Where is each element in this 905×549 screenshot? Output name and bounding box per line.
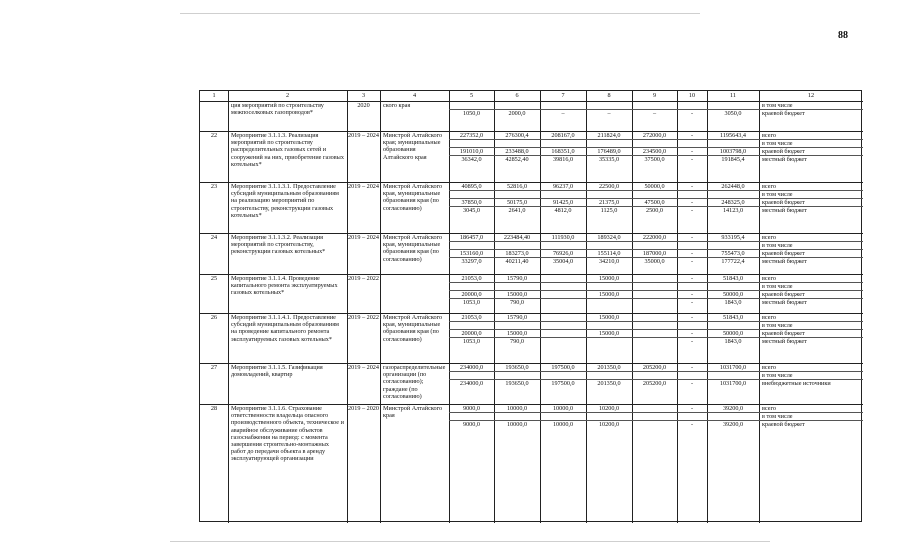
value-cell: 177722,4 — [721, 258, 745, 265]
value-cell: 39816,0 — [552, 156, 574, 163]
value-cell — [632, 314, 677, 321]
measure-name: Мероприятие 3.1.1.3. Реализация мероприятий по строительству распределительных газовых сетей и сооружений на них, приобретение газовых котельных* — [231, 132, 344, 168]
value-cell: 14123,0 — [722, 207, 744, 214]
value-cell — [586, 338, 632, 345]
value-cell: 2500,0 — [645, 207, 663, 214]
value-cell: – — [607, 110, 611, 117]
value-cell — [449, 102, 494, 109]
value-cell — [449, 413, 494, 420]
value-cell: 96237,0 — [552, 183, 574, 190]
value-cell — [632, 322, 677, 329]
value-cell: 21053,0 — [461, 314, 482, 321]
value-cell: 933195,4 — [721, 234, 745, 241]
value-cell — [632, 102, 677, 109]
value-cell — [449, 242, 494, 249]
value-cell: - — [690, 156, 694, 163]
value-cell: 22500,0 — [598, 183, 620, 190]
measure-name: Мероприятие 3.1.1.5. Газификация домовладений, квартир — [231, 364, 323, 379]
value-cell — [632, 283, 677, 290]
value-cell: - — [690, 207, 694, 214]
value-cell: 35000,0 — [644, 258, 665, 265]
period: 2019 – 2020 — [348, 405, 379, 412]
value-cell: 10200,0 — [598, 405, 620, 412]
value-cell — [586, 242, 632, 249]
value-cell: 223484,40 — [503, 234, 531, 241]
value-cell — [449, 283, 494, 290]
value-cell: 227352,0 — [459, 132, 484, 139]
header-cell: 7 — [561, 92, 565, 99]
header-cell: 2 — [285, 92, 290, 99]
value-cell: 211824,0 — [597, 132, 621, 139]
value-cell: - — [690, 250, 694, 257]
value-cell: - — [690, 258, 694, 265]
value-cell — [449, 140, 494, 147]
executor: Минстрой Алтайского края — [383, 405, 443, 420]
value-cell: 1053,0 — [462, 338, 480, 345]
value-cell: 193650,0 — [505, 380, 529, 387]
header-cell: 12 — [807, 92, 815, 99]
period: 2019 – 2024 — [348, 132, 379, 139]
value-cell: 1031700,0 — [719, 380, 747, 387]
funding-source: в том числе — [762, 413, 793, 420]
funding-source: в том числе — [762, 191, 793, 198]
value-cell — [677, 102, 707, 109]
header-cell: 3 — [361, 92, 366, 99]
header-cell: 10 — [688, 92, 696, 99]
value-cell: 1843,0 — [724, 299, 742, 306]
value-cell — [677, 283, 707, 290]
funding-source: краевой бюджет — [762, 110, 805, 117]
value-cell — [707, 242, 759, 249]
row-number: 24 — [210, 234, 218, 241]
funding-source: в том числе — [762, 140, 793, 147]
value-cell: 191010,0 — [459, 148, 484, 155]
value-cell — [494, 413, 540, 420]
value-cell — [540, 291, 586, 298]
value-cell: 790,0 — [510, 299, 524, 306]
funding-source: в том числе — [762, 283, 793, 290]
value-cell: 9000,0 — [462, 421, 480, 428]
value-cell — [677, 322, 707, 329]
value-cell: - — [690, 291, 694, 298]
value-cell — [494, 283, 540, 290]
value-cell: 201350,0 — [597, 364, 621, 371]
funding-source: краевой бюджет — [762, 330, 805, 337]
value-cell: 10000,0 — [552, 421, 574, 428]
row-number — [200, 102, 228, 110]
value-cell — [540, 322, 586, 329]
value-cell: 1125,0 — [600, 207, 618, 214]
header-cell: 1 — [212, 92, 216, 99]
value-cell: 50000,0 — [722, 330, 744, 337]
value-cell: 208167,0 — [551, 132, 575, 139]
funding-source: в том числе — [762, 102, 793, 109]
value-cell: – — [652, 110, 657, 117]
value-cell: 111930,0 — [551, 234, 575, 241]
value-cell — [540, 242, 586, 249]
value-cell — [632, 275, 677, 282]
value-cell: 15790,0 — [506, 275, 528, 282]
value-cell: 37500,0 — [644, 156, 665, 163]
value-cell: 10000,0 — [552, 405, 574, 412]
value-cell: 1031700,0 — [719, 364, 747, 371]
value-cell — [677, 242, 707, 249]
value-cell — [707, 413, 759, 420]
value-cell: 187000,0 — [642, 250, 667, 257]
row-number: 25 — [210, 275, 218, 282]
value-cell: 10000,0 — [506, 405, 528, 412]
header-cell: 11 — [730, 92, 736, 99]
funding-source: в том числе — [762, 242, 793, 249]
value-cell — [449, 322, 494, 329]
value-cell: - — [690, 380, 694, 387]
funding-source: всего — [762, 275, 776, 282]
value-cell — [586, 299, 632, 306]
value-cell: 4812,0 — [554, 207, 572, 214]
funding-source: всего — [762, 183, 776, 190]
value-cell: - — [690, 338, 694, 345]
value-cell — [677, 140, 707, 147]
value-cell — [494, 140, 540, 147]
value-cell — [632, 191, 677, 198]
value-cell: 276300,4 — [505, 132, 529, 139]
value-cell — [707, 191, 759, 198]
value-cell — [449, 191, 494, 198]
value-cell: 155114,0 — [597, 250, 621, 257]
value-cell: 153160,0 — [459, 250, 484, 257]
value-cell — [540, 372, 586, 379]
value-cell: 33297,0 — [461, 258, 482, 265]
measure-name: Мероприятие 3.1.1.4.1. Предоставление субсидий муниципальным образованиям на проведение капитального ремонта эксплуатируемых газовых котельных* — [231, 314, 339, 343]
funding-source: внебюджетные источники — [762, 380, 831, 387]
value-cell: 197500,0 — [551, 380, 575, 387]
page-number: 88 — [838, 30, 848, 41]
executor: Минстрой Алтайского края; муниципальные образования Алтайского края — [383, 132, 443, 161]
value-cell: 2641,0 — [508, 207, 526, 214]
value-cell: 40211,40 — [505, 258, 529, 265]
value-cell — [540, 338, 586, 345]
value-cell: - — [690, 148, 694, 155]
value-cell — [677, 191, 707, 198]
value-cell: 15000,0 — [598, 275, 620, 282]
funding-source: краевой бюджет — [762, 250, 805, 257]
value-cell — [586, 372, 632, 379]
funding-source: в том числе — [762, 322, 793, 329]
value-cell: 47500,0 — [644, 199, 665, 206]
value-cell: 20000,0 — [461, 291, 482, 298]
value-cell: 183273,0 — [505, 250, 529, 257]
value-cell — [540, 283, 586, 290]
period: 2019 – 2024 — [348, 234, 379, 241]
value-cell: - — [690, 405, 694, 412]
value-cell — [586, 102, 632, 109]
value-cell: - — [690, 330, 694, 337]
value-cell — [586, 413, 632, 420]
funding-source: местный бюджет — [762, 156, 807, 163]
value-cell — [632, 242, 677, 249]
value-cell: 755473,0 — [721, 250, 745, 257]
row-number: 22 — [210, 132, 218, 139]
value-cell — [632, 405, 677, 412]
value-cell — [632, 140, 677, 147]
executor: Минстрой Алтайского края, муниципальные образования края (по согласованию) — [383, 234, 443, 263]
value-cell: 15790,0 — [506, 314, 528, 321]
measure-name: ция мероприятий по строительству межпоселковых газопроводов* — [231, 102, 324, 117]
value-cell: 51843,0 — [722, 314, 744, 321]
value-cell — [586, 283, 632, 290]
value-cell: 168351,0 — [551, 148, 575, 155]
header-cell: 4 — [412, 92, 417, 99]
executor — [383, 275, 447, 312]
value-cell: - — [690, 234, 694, 241]
row-number: 28 — [210, 405, 218, 412]
funding-source: краевой бюджет — [762, 291, 805, 298]
value-cell — [540, 314, 586, 321]
header-cell: 8 — [607, 92, 611, 99]
value-cell — [632, 291, 677, 298]
value-cell — [677, 413, 707, 420]
value-cell: 248325,0 — [721, 199, 745, 206]
value-cell: 193650,0 — [505, 364, 529, 371]
funding-source: всего — [762, 234, 776, 241]
value-cell — [540, 102, 586, 109]
value-cell: 2000,0 — [508, 110, 526, 117]
value-cell: 186457,0 — [459, 234, 484, 241]
value-cell: - — [690, 132, 694, 139]
executor: Минстрой Алтайского края, муниципальные образования края (по согласованию) — [383, 314, 443, 343]
value-cell: - — [690, 183, 694, 190]
value-cell: 234500,0 — [642, 148, 667, 155]
row-number: 27 — [210, 364, 218, 371]
value-cell: 20000,0 — [461, 330, 482, 337]
value-cell: 50000,0 — [644, 183, 665, 190]
value-cell: 91425,0 — [552, 199, 574, 206]
value-cell — [494, 242, 540, 249]
value-cell: 42852,40 — [505, 156, 529, 163]
header-cell: 5 — [469, 92, 474, 99]
scan-artifact-top — [180, 13, 700, 14]
value-cell — [632, 372, 677, 379]
measure-name: Мероприятие 3.1.1.3.2. Реализация мероприятий по строительству, реконструкции газовых котельных* — [231, 234, 326, 256]
funding-source: местный бюджет — [762, 338, 807, 345]
funding-source: краевой бюджет — [762, 199, 805, 206]
value-cell: 234000,0 — [459, 380, 484, 387]
value-cell: 51843,0 — [722, 275, 744, 282]
value-cell — [677, 372, 707, 379]
funding-source: местный бюджет — [762, 258, 807, 265]
value-cell: - — [690, 314, 694, 321]
value-cell: 39200,0 — [722, 405, 744, 412]
value-cell — [540, 330, 586, 337]
value-cell — [586, 322, 632, 329]
value-cell: 15000,0 — [598, 314, 620, 321]
executor: газораспределительные организации (по согласованию); граждане (по согласованию) — [383, 364, 446, 400]
funding-source: всего — [762, 405, 776, 412]
period: 2019 – 2022 — [348, 275, 379, 282]
value-cell: 40895,0 — [461, 183, 482, 190]
value-cell: 50000,0 — [722, 291, 744, 298]
value-cell — [494, 372, 540, 379]
column-divider — [380, 91, 381, 523]
value-cell: 50175,0 — [506, 199, 528, 206]
value-cell — [494, 102, 540, 109]
value-cell: 10000,0 — [506, 421, 528, 428]
row-number: 26 — [210, 314, 218, 321]
value-cell — [540, 275, 586, 282]
value-cell — [540, 413, 586, 420]
value-cell: 262448,0 — [721, 183, 745, 190]
value-cell: 1053,0 — [462, 299, 480, 306]
value-cell: 35335,0 — [598, 156, 620, 163]
value-cell: 15000,0 — [506, 291, 528, 298]
period: 2019 – 2024 — [348, 183, 379, 190]
funding-source: местный бюджет — [762, 207, 807, 214]
executor: ского края — [383, 102, 411, 109]
value-cell: 21375,0 — [598, 199, 620, 206]
scan-artifact-bottom — [170, 541, 770, 542]
value-cell — [707, 322, 759, 329]
value-cell: 9000,0 — [462, 405, 480, 412]
funding-source: краевой бюджет — [762, 148, 805, 155]
value-cell — [632, 338, 677, 345]
value-cell: 272000,0 — [642, 132, 667, 139]
funding-source: всего — [762, 314, 776, 321]
value-cell: 15000,0 — [506, 330, 528, 337]
value-cell — [586, 191, 632, 198]
value-cell: - — [690, 364, 694, 371]
funding-source: всего — [762, 132, 776, 139]
value-cell: 36342,0 — [461, 156, 482, 163]
value-cell — [586, 140, 632, 147]
value-cell — [449, 372, 494, 379]
value-cell: 35004,0 — [552, 258, 574, 265]
value-cell: 10200,0 — [598, 421, 620, 428]
header-cell: 9 — [652, 92, 657, 99]
value-cell: 15000,0 — [598, 291, 620, 298]
value-cell: 15000,0 — [598, 330, 620, 337]
value-cell — [707, 372, 759, 379]
value-cell: 21053,0 — [461, 275, 482, 282]
period: 2019 – 2024 — [348, 364, 379, 371]
value-cell: 205200,0 — [642, 364, 667, 371]
value-cell — [494, 191, 540, 198]
value-cell — [540, 299, 586, 306]
value-cell: - — [690, 421, 694, 428]
value-cell: 39200,0 — [722, 421, 744, 428]
value-cell: - — [690, 275, 694, 282]
column-divider — [228, 91, 229, 523]
value-cell — [707, 283, 759, 290]
value-cell: 1050,0 — [462, 110, 480, 117]
funding-source: местный бюджет — [762, 299, 807, 306]
funding-source: в том числе — [762, 372, 793, 379]
period: 2020 — [357, 102, 370, 109]
value-cell: - — [690, 199, 694, 206]
period: 2019 – 2022 — [348, 314, 379, 321]
value-cell: 176489,0 — [597, 148, 621, 155]
value-cell — [540, 191, 586, 198]
measure-name: Мероприятие 3.1.1.6. Страхование ответственности владельца опасного производственного объекта, техническое и аварийное обслуживание объектов газоснабжения на период: с момента завершения строительно-монтажных работ до передачи объекта в аренду эксплуатирующей организации — [231, 405, 344, 463]
value-cell — [632, 421, 677, 428]
measure-name: Мероприятие 3.1.1.4. Проведение капитального ремонта эксплуатируемых газовых котельных* — [231, 275, 338, 297]
value-cell: 3050,0 — [724, 110, 742, 117]
value-cell — [632, 330, 677, 337]
value-cell: 201350,0 — [597, 380, 621, 387]
value-cell — [632, 413, 677, 420]
value-cell: 3045,0 — [462, 207, 480, 214]
value-cell: - — [690, 110, 694, 117]
value-cell — [632, 299, 677, 306]
value-cell: 52816,0 — [506, 183, 528, 190]
value-cell: 191845,4 — [721, 156, 745, 163]
executor: Минстрой Алтайского края, муниципальные образования края (по согласованию) — [383, 183, 443, 212]
budget-table — [199, 90, 862, 522]
value-cell: 790,0 — [510, 338, 524, 345]
value-cell: 234000,0 — [459, 364, 484, 371]
value-cell: 233488,0 — [505, 148, 529, 155]
value-cell: 1843,0 — [724, 338, 742, 345]
header-cell: 6 — [515, 92, 519, 99]
value-cell: 222000,0 — [642, 234, 667, 241]
value-cell: - — [690, 299, 694, 306]
value-cell: 37850,0 — [461, 199, 482, 206]
value-cell — [707, 102, 759, 109]
value-cell: 34210,0 — [598, 258, 620, 265]
value-cell — [707, 140, 759, 147]
value-cell: – — [561, 110, 565, 117]
measure-name: Мероприятие 3.1.1.3.1. Предоставление субсидий муниципальным образованиям на реализацию мероприятий по строительству, реконструкции газовых котельных* — [231, 183, 339, 219]
value-cell: 189324,0 — [597, 234, 621, 241]
value-cell: 76926,0 — [552, 250, 574, 257]
value-cell — [494, 322, 540, 329]
value-cell: 197500,0 — [551, 364, 575, 371]
value-cell: 1003798,0 — [719, 148, 747, 155]
value-cell — [540, 140, 586, 147]
funding-source: всего — [762, 364, 776, 371]
value-cell: 1195643,4 — [719, 132, 747, 139]
row-number: 23 — [210, 183, 218, 190]
funding-source: краевой бюджет — [762, 421, 805, 428]
value-cell: 205200,0 — [642, 380, 667, 387]
